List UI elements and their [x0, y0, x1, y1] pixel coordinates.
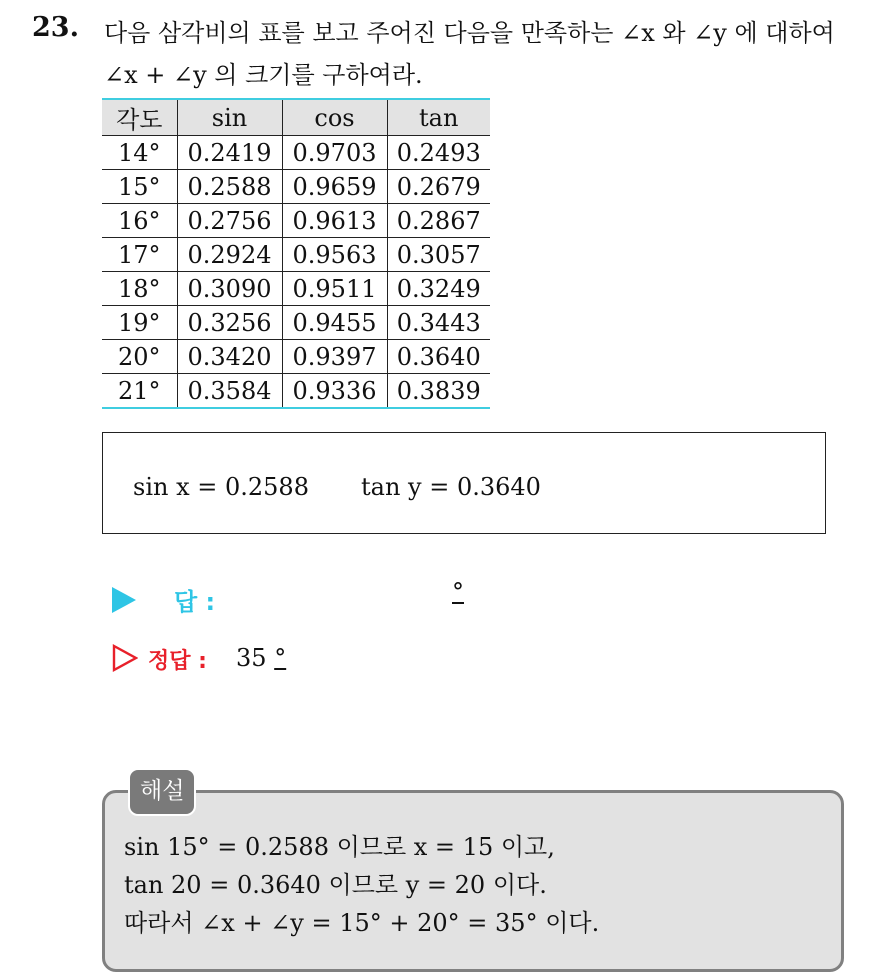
cell-sin: 0.3584 — [177, 374, 282, 409]
question-line-1: 다음 삼각비의 표를 보고 주어진 다음을 만족하는 ∠x 와 ∠y 에 대하여 — [104, 19, 835, 47]
answer-label: 답 : — [174, 588, 216, 616]
cell-sin: 0.2756 — [177, 204, 282, 238]
explanation-line: sin 15° = 0.2588 이므로 x = 15 이고, — [124, 833, 555, 861]
cell-tan: 0.2679 — [387, 170, 490, 204]
cell-tan: 0.3443 — [387, 306, 490, 340]
table-row — [102, 374, 490, 409]
header-sin: sin — [177, 99, 282, 136]
cell-tan: 0.3249 — [387, 272, 490, 306]
cell-tan: 0.2493 — [387, 136, 490, 170]
cell-angle: 15° — [102, 170, 177, 204]
table-row — [102, 170, 490, 204]
cell-angle: 14° — [102, 136, 177, 170]
correct-answer-value — [236, 644, 286, 672]
correct-answer-label: 정답 : — [148, 649, 207, 674]
cell-tan: 0.2867 — [387, 204, 490, 238]
explanation-line: tan 20 = 0.3640 이므로 y = 20 이다. — [124, 871, 547, 899]
cell-angle: 21° — [102, 374, 177, 409]
play-triangle-icon — [112, 587, 136, 613]
table-row — [102, 136, 490, 170]
cell-angle: 19° — [102, 306, 177, 340]
cell-cos: 0.9613 — [282, 204, 387, 238]
cell-angle: 20° — [102, 340, 177, 374]
cell-tan: 0.3057 — [387, 238, 490, 272]
table-row — [102, 306, 490, 340]
trig-table — [102, 98, 490, 409]
cell-cos: 0.9563 — [282, 238, 387, 272]
answer-unit: ° — [452, 578, 464, 606]
table-row — [102, 272, 490, 306]
question-number: 23. — [32, 12, 79, 43]
cell-sin: 0.3420 — [177, 340, 282, 374]
table-row — [102, 238, 490, 272]
cell-angle: 16° — [102, 204, 177, 238]
table-header-row — [102, 99, 490, 136]
explanation-line: 따라서 ∠x + ∠y = 15° + 20° = 35° 이다. — [124, 909, 600, 937]
cell-cos: 0.9397 — [282, 340, 387, 374]
cell-cos: 0.9511 — [282, 272, 387, 306]
cell-sin: 0.3256 — [177, 306, 282, 340]
cell-sin: 0.2419 — [177, 136, 282, 170]
table-row — [102, 204, 490, 238]
cell-sin: 0.2588 — [177, 170, 282, 204]
cell-cos: 0.9703 — [282, 136, 387, 170]
cell-tan: 0.3640 — [387, 340, 490, 374]
cell-sin: 0.3090 — [177, 272, 282, 306]
condition-box — [102, 432, 826, 534]
header-tan: tan — [387, 99, 490, 136]
cell-angle: 17° — [102, 238, 177, 272]
question-text — [104, 12, 874, 96]
cell-cos: 0.9336 — [282, 374, 387, 409]
condition-tan-eq: tan y = 0.3640 — [361, 473, 541, 501]
correct-unit: ° — [274, 644, 287, 672]
header-cos: cos — [282, 99, 387, 136]
cell-cos: 0.9455 — [282, 306, 387, 340]
outline-triangle-icon — [112, 644, 138, 672]
table-row — [102, 340, 490, 374]
cell-sin: 0.2924 — [177, 238, 282, 272]
explanation-text — [124, 828, 599, 942]
correct-value: 35 — [236, 644, 267, 672]
cell-angle: 18° — [102, 272, 177, 306]
condition-sin-eq: sin x = 0.2588 — [133, 473, 309, 501]
cell-tan: 0.3839 — [387, 374, 490, 409]
explanation-tag: 해설 — [128, 768, 196, 816]
cell-cos: 0.9659 — [282, 170, 387, 204]
question-line-2: ∠x + ∠y 의 크기를 구하여라. — [104, 61, 423, 89]
header-angle: 각도 — [102, 99, 177, 136]
